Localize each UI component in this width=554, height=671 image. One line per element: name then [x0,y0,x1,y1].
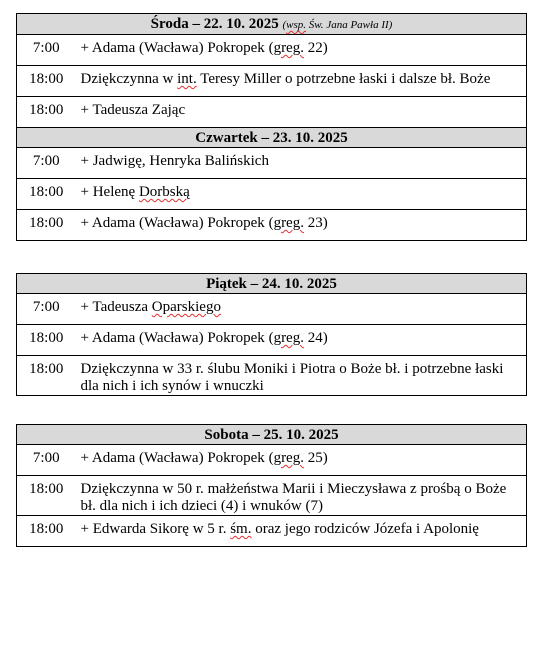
mass-intention: + Tadeusza Oparskiego [76,294,527,325]
mass-entry [17,97,527,128]
mass-intention: + Helenę Dorbską [76,179,527,210]
mass-time: 18:00 [17,179,76,210]
day-title: Piątek – 24. 10. 2025 [17,274,527,294]
day-note: (wsp. Św. Jana Pawła II) [282,19,393,31]
mass-entry [17,210,527,241]
mass-entry [17,476,527,516]
mass-intention: + Edwarda Sikorę w 5 r. śm. oraz jego rodziców Józefa i Apolonię [76,516,527,547]
mass-time: 18:00 [17,66,76,97]
schedule-table-sat [16,424,527,547]
day-header-wednesday [17,14,527,35]
mass-time: 18:00 [17,325,76,356]
mass-time: 7:00 [17,445,76,476]
mass-time: 18:00 [17,356,76,396]
mass-intention: Dziękczynna w 50 r. małżeństwa Marii i Mieczysława z prośbą o Boże bł. dla nich i ich dzieci (4) i wnuków (7) [76,476,527,516]
mass-entry [17,325,527,356]
mass-time: 7:00 [17,148,76,179]
mass-entry [17,148,527,179]
mass-intention: Dziękczynna w int. Teresy Miller o potrzebne łaski i dalsze bł. Boże [76,66,527,97]
day-title: Środa – 22. 10. 2025 [150,16,279,32]
mass-entry [17,35,527,66]
mass-intention: + Tadeusza Zając [76,97,527,128]
mass-intention: + Adama (Wacława) Pokropek (greg. 25) [76,445,527,476]
mass-entry [17,66,527,97]
mass-time: 18:00 [17,210,76,241]
mass-entry [17,179,527,210]
mass-intention: + Adama (Wacława) Pokropek (greg. 23) [76,210,527,241]
day-title: Sobota – 25. 10. 2025 [17,425,527,445]
day-header-friday [17,274,527,294]
mass-intention: + Jadwigę, Henryka Balińskich [76,148,527,179]
schedule-table-fri [16,273,527,396]
mass-intention: + Adama (Wacława) Pokropek (greg. 24) [76,325,527,356]
mass-time: 7:00 [17,35,76,66]
mass-time: 18:00 [17,476,76,516]
mass-intention: + Adama (Wacława) Pokropek (greg. 22) [76,35,527,66]
day-header-thursday [17,128,527,148]
mass-time: 18:00 [17,516,76,547]
mass-intention: Dziękczynna w 33 r. ślubu Moniki i Piotra o Boże bł. i potrzebne łaski dla nich i ich synów i wnuczki [76,356,527,396]
mass-entry [17,445,527,476]
mass-time: 7:00 [17,294,76,325]
day-header-saturday [17,425,527,445]
mass-entry [17,294,527,325]
day-title: Czwartek – 23. 10. 2025 [17,128,527,148]
mass-time: 18:00 [17,97,76,128]
mass-entry [17,356,527,396]
schedule-table-wed-thu [16,13,527,241]
mass-entry [17,516,527,547]
